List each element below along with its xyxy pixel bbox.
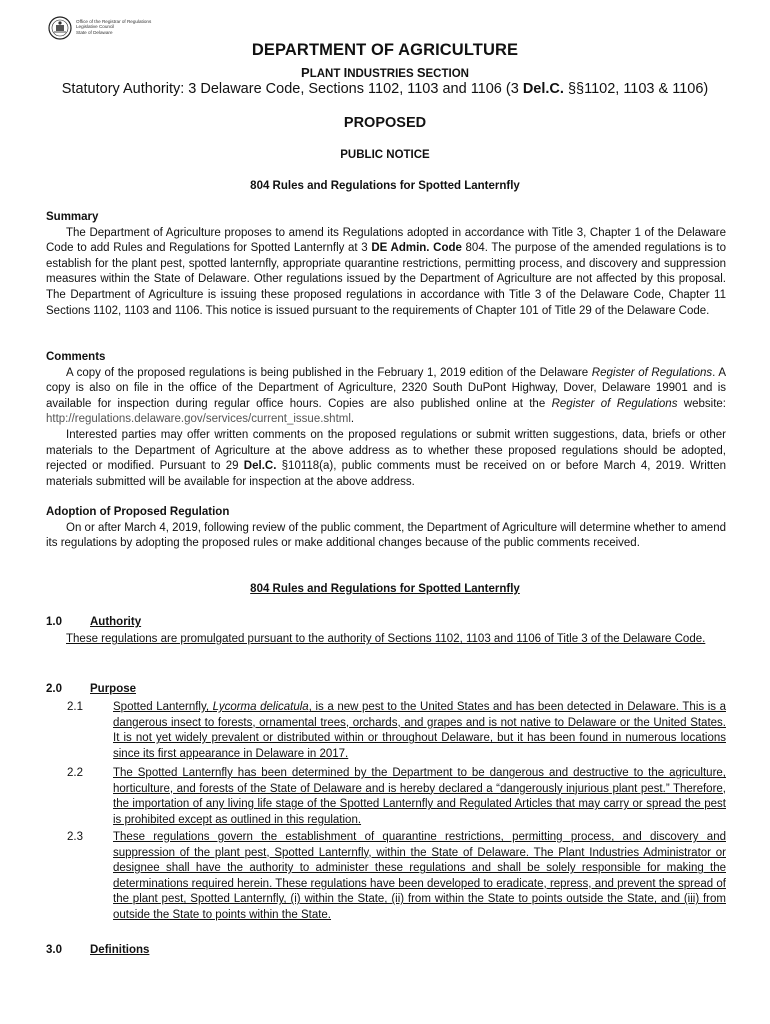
adoption-text: On or after March 4, 2019, following review of the public comment, the Department of Agriculture will determine whether to amend its regulations by adopting the proposed rules or make additional changes because of the public comments received.	[46, 521, 726, 550]
summary-section	[46, 210, 726, 319]
seal-line: Legislative Council	[76, 24, 115, 30]
rules-title: 804 Rules and Regulations for Spotted Lanternfly	[250, 583, 520, 595]
item-text: Spotted Lanternfly, Lycorma delicatula, is a new pest to the United States and has been detected in Delaware. This is a dangerous insect to forests, ornamental trees, orchards, and grapes and is not native to Delaware or the United States. It is not yet widely prevalent or distributed within or throughout Delaware, but it has been found in numerous locations since its first appearance in Delaware in 2017.	[113, 701, 726, 760]
purpose-item	[67, 830, 726, 924]
section-1-heading: 1.0 Authority	[46, 616, 142, 628]
purpose-item	[67, 700, 726, 762]
item-text: The Spotted Lanternfly has been determined by the Department to be dangerous and destructive to the agriculture, horticulture, and forests of the State of Delaware and is hereby declared a “dangerously injurious plant pest.” Therefore, the importation of any living life stage of the Spotted Lanternfly and Regulated Articles that may carry or spread the pest is prohibited except as outlined in this regulation.	[113, 767, 726, 826]
statutory-authority: Statutory Authority: 3 Delaware Code, Sections 1102, 1103 and 1106 (3 Del.C. §§1102, 1103 & 1106)	[61, 81, 709, 97]
registrar-seal	[48, 16, 151, 40]
seal-line: State of Delaware	[76, 29, 113, 35]
comments-paragraph-1: A copy of the proposed regulations is being published in the February 1, 2019 edition of the Delaware Register of Regulations. A copy is also on file in the office of the Department of Agriculture, 2320 South DuPont Highway, Dover, Delaware 19901 and is available for inspection during regular office hours. Copies are also published online at the Register of Regulations website: http://regulations.delaware.gov/services/current_issue.shtml.	[46, 366, 726, 426]
public-notice-heading: PUBLIC NOTICE	[340, 149, 430, 161]
item-text: These regulations govern the establishment of quarantine restrictions, permitting process, and discovery and suppression of the plant pest, Spotted Lanternfly, within the State of Delaware. The Plant Industries Administrator or designee shall have the authority to administer these regulations and shall be solely responsible for making the determinations required herein. These regulations have been developed to eradicate, repress, and prevent the spread of the plant pest, Spotted Lanternfly, (i) within the State, (ii) from within the State to points outside the State, and (iii) from outside the State to points within the State.	[113, 831, 726, 921]
department-title: DEPARTMENT OF AGRICULTURE	[251, 41, 519, 59]
item-number: 2.1	[67, 701, 83, 713]
summary-heading: Summary	[46, 211, 99, 223]
item-number: 2.2	[67, 767, 83, 779]
purpose-item	[67, 766, 726, 828]
proposed-heading: PROPOSED	[343, 115, 427, 131]
item-number: 2.3	[67, 831, 83, 843]
section-3-heading: 3.0 Definitions	[46, 944, 150, 956]
state-seal-icon	[48, 16, 72, 40]
comments-paragraph-2: Interested parties may offer written comments on the proposed regulations or submit written suggestions, data, briefs or other materials to the Department of Agriculture at the above address as to whether these proposed regulations should be adopted, rejected or modified. Pursuant to 29 Del.C. §10118(a), public comments must be received on or before March 4, 2019. Written materials submitted will be available for inspection at the above address.	[46, 428, 726, 488]
section-title: PLANT INDUSTRIES SECTION	[301, 65, 469, 80]
regulation-title: 804 Rules and Regulations for Spotted Lanternfly	[250, 180, 520, 192]
register-link[interactable]: http://regulations.delaware.gov/services/current_issue.shtml	[46, 413, 351, 426]
adoption-heading: Adoption of Proposed Regulation	[46, 506, 230, 518]
section-1-text: These regulations are promulgated pursuant to the authority of Sections 1102, 1103 and 1106 of Title 3 of the Delaware Code.	[66, 633, 706, 645]
summary-text: The Department of Agriculture proposes to amend its Regulations adopted in accordance with Title 3, Chapter 1 of the Delaware Code to add Rules and Regulations for Spotted Lanternfly at 3 DE Admin. Code 804. The purpose of the amended regulations is to establish for the plant pest, spotted lanternfly, appropriate quarantine restrictions, permitting process, and discovery and suppression measures within the State of Delaware. Other regulations issued by the Department of Agriculture are not affected by this proposal. The Department of Agriculture is issuing these proposed regulations in accordance with Title 3 of the Delaware Code, Chapter 11 Sections 1102, 1103 and 1106. This notice is issued pursuant to the requirements of Chapter 101 of Title 29 of the Delaware Code.	[46, 226, 726, 317]
seal-caption	[76, 19, 151, 35]
comments-heading: Comments	[46, 351, 106, 363]
adoption-section	[46, 505, 726, 552]
comments-section	[46, 350, 726, 490]
seal-line: Office of the Registrar of Regulations	[76, 19, 152, 24]
section-2-heading: 2.0 Purpose	[46, 683, 137, 695]
